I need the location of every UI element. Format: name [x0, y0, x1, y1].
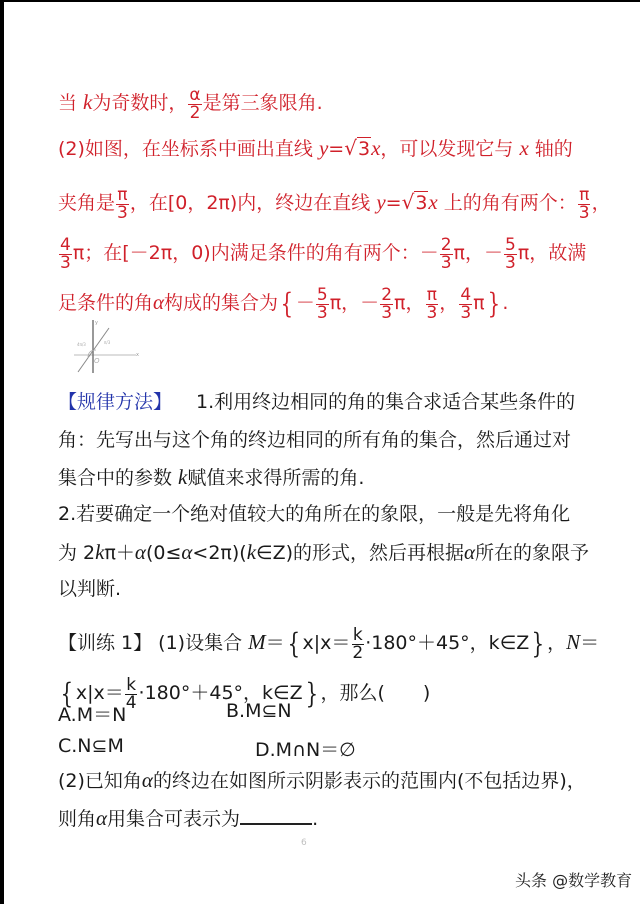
- solution-line-5: [58, 286, 508, 321]
- watermark: 头条 @数学教育: [515, 871, 633, 890]
- num: 4: [460, 285, 472, 305]
- fraction-pi-over-3: [578, 187, 591, 222]
- den: 2: [189, 103, 201, 123]
- sqrt-arg: 3: [357, 138, 371, 160]
- sqrt-3: √3: [344, 136, 371, 160]
- text: 轴的: [528, 138, 573, 160]
- sqrt-arg: 3: [415, 192, 428, 214]
- text: ，: [439, 292, 459, 314]
- var-k: k: [246, 540, 257, 564]
- den: 3: [316, 303, 328, 323]
- var-k: k: [95, 540, 105, 564]
- text: (1)设集合: [152, 632, 249, 654]
- coordinate-diagram: [74, 318, 144, 373]
- text: <2π)(: [192, 542, 247, 564]
- text: 则角: [58, 808, 97, 830]
- method-line-1: [58, 390, 575, 414]
- text: .: [312, 808, 319, 830]
- num: k: [126, 675, 137, 695]
- solution-line-4: [58, 236, 586, 271]
- equals: ＝: [265, 632, 285, 654]
- brace-open: {: [60, 676, 74, 710]
- fraction: [316, 287, 329, 322]
- equals: ＝: [580, 632, 600, 654]
- exercise-line-1: [58, 626, 599, 661]
- den: 3: [505, 253, 516, 273]
- den: 3: [460, 303, 472, 323]
- var-M: M: [248, 630, 266, 654]
- equals: =: [328, 138, 345, 160]
- solution-line-3: [58, 186, 611, 221]
- option-c: C.N⊆M: [58, 735, 124, 757]
- solution-line-2: [58, 136, 573, 161]
- den: 3: [60, 253, 71, 273]
- num: 4: [60, 235, 71, 255]
- var-y: y: [318, 136, 329, 160]
- solution-line-1: [58, 86, 323, 121]
- text: －: [295, 292, 315, 314]
- option-d: D.M∩N＝∅: [255, 739, 356, 761]
- text: 所在的象限予: [475, 542, 590, 564]
- var-alpha: α: [181, 540, 193, 564]
- text: 赋值来求得所需的角.: [187, 467, 365, 489]
- text: π＋: [104, 542, 135, 564]
- method-line-6: [58, 577, 121, 601]
- text: π；在[－2π，0)内满足条件的角有两个：－: [72, 242, 439, 264]
- origin-label: O: [94, 357, 100, 365]
- var-alpha: α: [153, 290, 165, 314]
- text: π，－: [329, 292, 380, 314]
- fraction-pi-over-3: [116, 187, 129, 222]
- num: 2: [381, 285, 393, 305]
- fraction-k-over-4: [125, 677, 138, 712]
- den: 3: [440, 253, 452, 273]
- text: ，那么( ): [320, 682, 431, 704]
- text: (0≤: [145, 542, 182, 564]
- fraction: [380, 287, 393, 322]
- text: 集合中的参数: [58, 467, 179, 489]
- text: 夹角是: [58, 192, 116, 214]
- fraction-k-over-2: [351, 627, 364, 662]
- exercise-q2-line-1: [58, 768, 586, 793]
- num: π: [426, 285, 437, 305]
- var-x: x: [428, 190, 438, 214]
- text: 构成的集合为: [164, 292, 279, 314]
- num: 5: [505, 235, 516, 255]
- text: (2)已知角: [58, 770, 142, 792]
- text: 足条件的角: [58, 292, 154, 314]
- brace-open: {: [280, 286, 294, 320]
- text: ∈Z)的形式，然后再根据: [256, 542, 464, 564]
- text: ·180°＋45°，k∈Z: [365, 632, 530, 654]
- text: 用集合可表示为: [107, 808, 241, 830]
- text: ，: [547, 632, 567, 654]
- answer-blank: [240, 803, 312, 825]
- text: 上的角有两个：: [437, 192, 577, 214]
- text: x|x＝: [302, 632, 351, 654]
- angle-label-left: 4π/3: [77, 342, 86, 347]
- var-alpha: α: [134, 540, 146, 564]
- num: 2: [440, 235, 452, 255]
- num: α: [189, 85, 201, 105]
- text: 为奇数时，: [92, 92, 188, 114]
- y-label: y: [95, 320, 98, 326]
- text: π，－: [453, 242, 503, 264]
- text: ，: [591, 192, 611, 214]
- text: 是第三象限角.: [202, 92, 323, 114]
- text: ·180°＋45°，k∈Z: [138, 682, 303, 704]
- method-label: 【规律方法】: [58, 391, 173, 413]
- brace-close: }: [531, 626, 545, 660]
- method-line-5: [58, 540, 589, 565]
- den: 3: [117, 203, 128, 223]
- num: π: [117, 185, 128, 205]
- text: 1.利用终边相同的角的集合求适合某些条件的: [196, 391, 576, 413]
- method-line-3: [58, 465, 364, 490]
- var-k: k: [83, 90, 93, 114]
- var-N: N: [566, 630, 581, 654]
- fraction-4-over-3: [59, 237, 72, 272]
- text: .: [502, 292, 509, 314]
- text: π: [473, 292, 485, 314]
- text: (2)如图，在坐标系中画出直线: [58, 138, 319, 160]
- option-b: B.M⊆N: [226, 700, 292, 722]
- num: k: [352, 625, 363, 645]
- var-x: x: [371, 136, 381, 160]
- text: 以判断.: [58, 578, 122, 600]
- text: 为 2: [58, 542, 96, 564]
- text: π，: [394, 292, 425, 314]
- den: 3: [426, 303, 438, 323]
- text: ，可以发现它与: [380, 138, 520, 160]
- num: 5: [316, 285, 328, 305]
- brace-open: {: [287, 626, 300, 660]
- var-alpha: α: [464, 540, 476, 564]
- text: 的终边在如图所示阴影表示的范围内(不包括边界)，: [152, 770, 586, 792]
- den: 2: [352, 643, 364, 663]
- option-a: A.M＝N: [58, 704, 127, 726]
- den: 4: [125, 693, 137, 713]
- var-y: y: [376, 190, 386, 214]
- var-x: x: [519, 136, 529, 160]
- var-alpha: α: [141, 768, 153, 792]
- text: 2.若要确定一个绝对值较大的角所在的象限，一般是先将角化: [58, 503, 571, 525]
- exercise-label: 【训练 1】: [58, 632, 153, 654]
- text: 当: [58, 92, 84, 114]
- method-line-2: [58, 428, 571, 452]
- text: ，在[0，2π)内，终边在直线: [129, 192, 377, 214]
- fraction: [459, 287, 472, 322]
- fraction-5-over-3: [504, 237, 517, 272]
- brace-close: }: [487, 286, 500, 320]
- text: 角：先写出与这个角的终边相同的所有角的集合，然后通过对: [58, 429, 572, 451]
- text: x|x＝: [75, 682, 124, 704]
- var-k: k: [178, 465, 188, 489]
- equals: =: [385, 192, 402, 214]
- fraction: [425, 287, 438, 322]
- num: π: [579, 185, 590, 205]
- text: π，故满: [517, 242, 587, 264]
- den: 3: [381, 303, 393, 323]
- exercise-q2-line-2: [58, 803, 318, 831]
- den: 3: [578, 203, 590, 223]
- fraction-alpha-over-2: [188, 87, 201, 122]
- method-line-4: [58, 502, 570, 526]
- angle-label-right: π/3: [104, 340, 111, 345]
- brace-close: }: [305, 676, 318, 710]
- fraction-2-over-3: [440, 237, 453, 272]
- var-alpha: α: [96, 806, 108, 830]
- sqrt-3: √3: [401, 190, 428, 214]
- x-label: x: [136, 352, 139, 358]
- page-number: 6: [301, 838, 307, 848]
